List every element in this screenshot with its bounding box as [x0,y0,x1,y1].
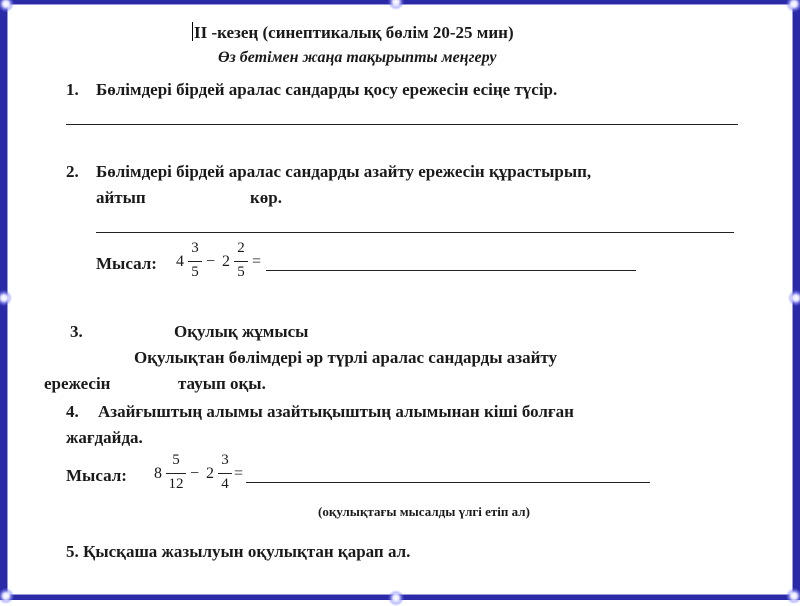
task3-text-line2a: ережесін [44,374,111,393]
sparkle-decoration [788,290,800,306]
fraction-bar [166,473,186,474]
task2-text-line1: Бөлімдері бірдей аралас сандарды азайту ережесін құрастырып, [96,162,592,181]
sparkle-decoration [786,0,800,12]
task4-note: (оқулықтағы мысалды үлгі етіп ал) [318,504,530,519]
task4-example-label: Мысал: [66,466,127,485]
fraction-bar [188,261,202,262]
fraction-bar [234,261,248,262]
task1-text: Бөлімдері бірдей аралас сандарды қосу ережесін есіңе түсір. [96,80,558,99]
task2-answer-line [96,232,734,233]
task3-text-line2b: тауып оқы. [178,374,266,393]
task4-example-answer-line [246,482,650,483]
task2-number: 2. [66,162,79,181]
task5-text: 5. Қысқаша жазылуын оқулықтан қарап ал. [66,542,411,561]
denominator: 4 [221,476,229,492]
task2-mixed-number-a [176,240,206,286]
text-cursor [192,22,193,41]
task2-text-line2a: айтып [96,188,146,207]
task3-text-line1: Оқулықтан бөлімдері әр түрлі аралас сандарды азайту [134,348,558,367]
equals-sign: = [252,253,262,270]
task2-mixed-number-b [222,240,252,286]
stage-title [192,22,514,43]
sparkle-decoration [388,0,404,10]
task2-text-line2b: көр. [250,188,282,207]
sparkle-decoration [388,590,404,606]
sparkle-decoration [0,588,14,604]
whole-part: 4 [176,253,184,270]
minus-sign: − [190,465,200,482]
task4-text-line1: Азайғыштың алымы азайтықыштың алымынан кіші болған [98,402,574,421]
task3-title: Оқулық жұмысы [174,322,309,341]
task4-text-line2: жағдайда. [66,428,143,447]
numerator: 3 [221,452,229,468]
sparkle-decoration [0,0,14,12]
task3-number: 3. [70,322,83,341]
task1-answer-line [66,124,738,125]
denominator: 5 [237,264,245,280]
task2-example-answer-line [266,270,636,271]
task2-example-label: Мысал: [96,254,157,273]
numerator: 2 [237,240,245,256]
denominator: 5 [191,264,199,280]
sparkle-decoration [786,588,800,604]
task4-mixed-number-b [206,452,236,498]
equals-sign: = [234,465,244,482]
numerator: 5 [172,452,180,468]
whole-part: 8 [154,465,162,482]
stage-subtitle: Өз бетімен жаңа тақырыпты меңгеру [218,49,497,66]
task4-mixed-number-a [154,452,190,498]
denominator: 12 [168,476,184,492]
stage-title-text: ІІ -кезең (синептикалық бөлім 20-25 мин) [194,23,514,42]
numerator: 3 [191,240,199,256]
task4-number: 4. [66,402,79,421]
sparkle-decoration [0,290,12,306]
task1-number: 1. [66,80,79,99]
whole-part: 2 [222,253,230,270]
whole-part: 2 [206,465,214,482]
minus-sign: − [206,253,216,270]
fraction-bar [218,473,232,474]
